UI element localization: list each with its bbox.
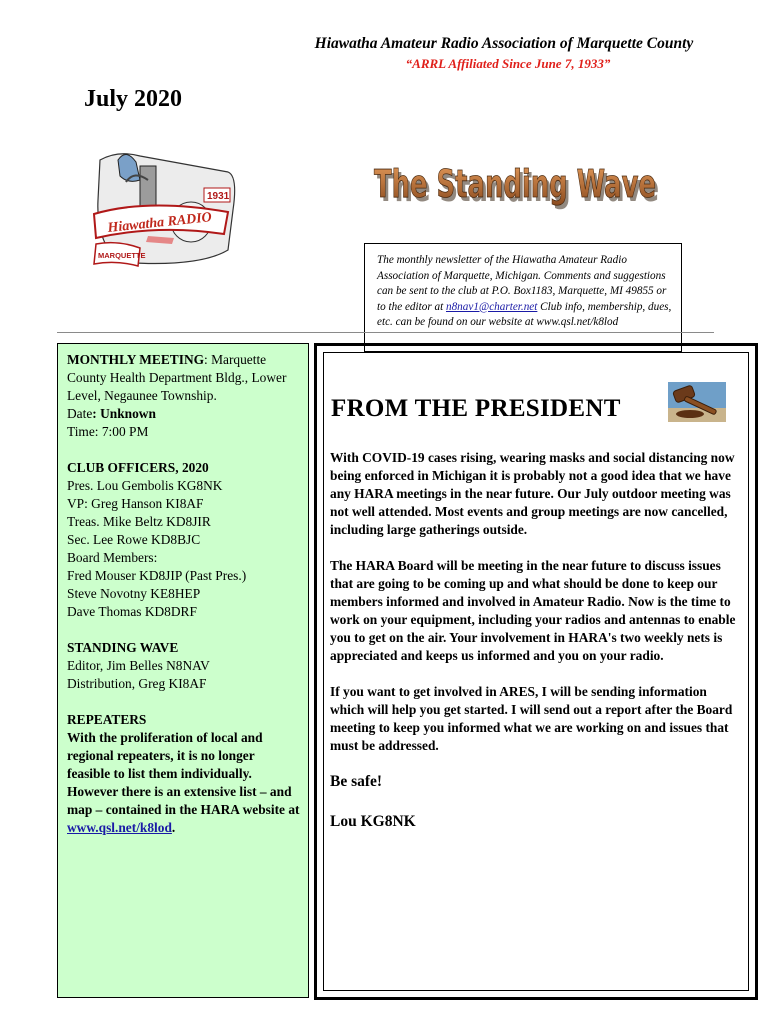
standing-wave-heading: STANDING WAVE	[67, 640, 179, 655]
club-logo	[78, 140, 268, 290]
banner-text: The Standing Wave	[374, 162, 656, 206]
repeaters-heading: REPEATERS	[67, 712, 147, 727]
officer-line: Board Members:	[67, 550, 158, 565]
logo-text-city: MARQUETTE	[98, 251, 146, 260]
meeting-date-value: : Unknown	[92, 406, 156, 421]
issue-date: July 2020	[84, 86, 183, 112]
editor-email-link[interactable]: n8nav1@charter.net	[445, 300, 538, 313]
article-closing: Be safe!	[330, 773, 383, 790]
president-article-body	[330, 449, 744, 853]
gavel-icon	[668, 382, 726, 422]
newsletter-info-box	[364, 243, 682, 352]
club-info-sidebar	[57, 343, 309, 998]
banner-shadow: The Standing Wave	[377, 166, 659, 210]
officers-heading: CLUB OFFICERS, 2020	[67, 460, 209, 475]
article-paragraph: If you want to get involved in ARES, I will be sending information which will help you get started. I will send out a report after the Board meeting to keep you informed what we are working on and issues that must be addressed.	[330, 684, 733, 753]
officer-line: Pres. Lou Gembolis KG8NK	[67, 478, 223, 493]
article-signature: Lou KG8NK	[330, 813, 416, 830]
standing-wave-banner	[368, 143, 662, 213]
officer-line: Treas. Mike Beltz KD8JIR	[67, 514, 211, 529]
standing-wave-line: Distribution, Greg KI8AF	[67, 676, 207, 691]
website-link[interactable]: www.qsl.net/k8lod	[67, 820, 172, 835]
officer-line: Sec. Lee Rowe KD8BJC	[67, 532, 201, 547]
meeting-label: MONTHLY MEETING	[67, 352, 205, 367]
article-paragraph: The HARA Board will be meeting in the near future to discuss issues that are going to be coming up and what should be done to keep our members informed and involved in Amateur Radio. Now is the time to work on your equipment, including your radios and antennas to enable you to get on the air. Your involvement in HARA's two weekly nets is appreciated and keeps us informed and you on your radio.	[330, 558, 736, 663]
president-article-title: FROM THE PRESIDENT	[331, 395, 621, 422]
officer-line: Fred Mouser KD8JIP (Past Pres.)	[67, 568, 247, 583]
officer-line: Dave Thomas KD8DRF	[67, 604, 197, 619]
logo-text-main: Hiawatha RADIO	[106, 210, 213, 236]
repeaters-text: With the proliferation of local and regional repeaters, it is no longer feasible to list them individually. However there is an extensive list – and map – contained in the HARA website at	[67, 730, 300, 817]
meeting-info	[67, 351, 300, 405]
info-text: The monthly newsletter of the Hiawatha Amateur Radio Association of Marquette, Michigan. Comments and suggestions can be sent to the club at P.O. Box1183, Marquette, MI 49855 or to the editor at	[377, 254, 667, 313]
meeting-time: Time: 7:00 PM	[67, 424, 149, 439]
meeting-text: : Marquette County Health Department Bldg., Lower Level, Negaunee Township.	[67, 352, 287, 403]
meeting-date	[67, 405, 300, 423]
repeaters-info	[67, 729, 300, 837]
newsletter-org-title: Hiawatha Amateur Radio Association of Marquette County	[314, 35, 694, 52]
article-paragraph: With COVID-19 cases rising, wearing masks and social distancing now being enforced in Michigan it is probably not a good idea that we have any HARA meetings in the near future. Our July outdoor meeting was not well attended. Most events and group meetings are now cancelled, including large gatherings outside.	[330, 450, 735, 537]
header-divider	[57, 332, 714, 333]
officer-line: VP: Greg Hanson KI8AF	[67, 496, 204, 511]
logo-text-year: 1931	[207, 191, 230, 202]
officer-line: Steve Novotny KE8HEP	[67, 586, 201, 601]
newsletter-tagline: “ARRL Affiliated Since June 7, 1933”	[405, 56, 611, 71]
meeting-date-label: Date	[67, 406, 93, 421]
info-text-after: Club info, membership, dues, etc. can be found on our website at www.qsl.net/k8lod	[377, 300, 672, 328]
standing-wave-line: Editor, Jim Belles N8NAV	[67, 658, 210, 673]
repeaters-end: .	[171, 820, 176, 835]
